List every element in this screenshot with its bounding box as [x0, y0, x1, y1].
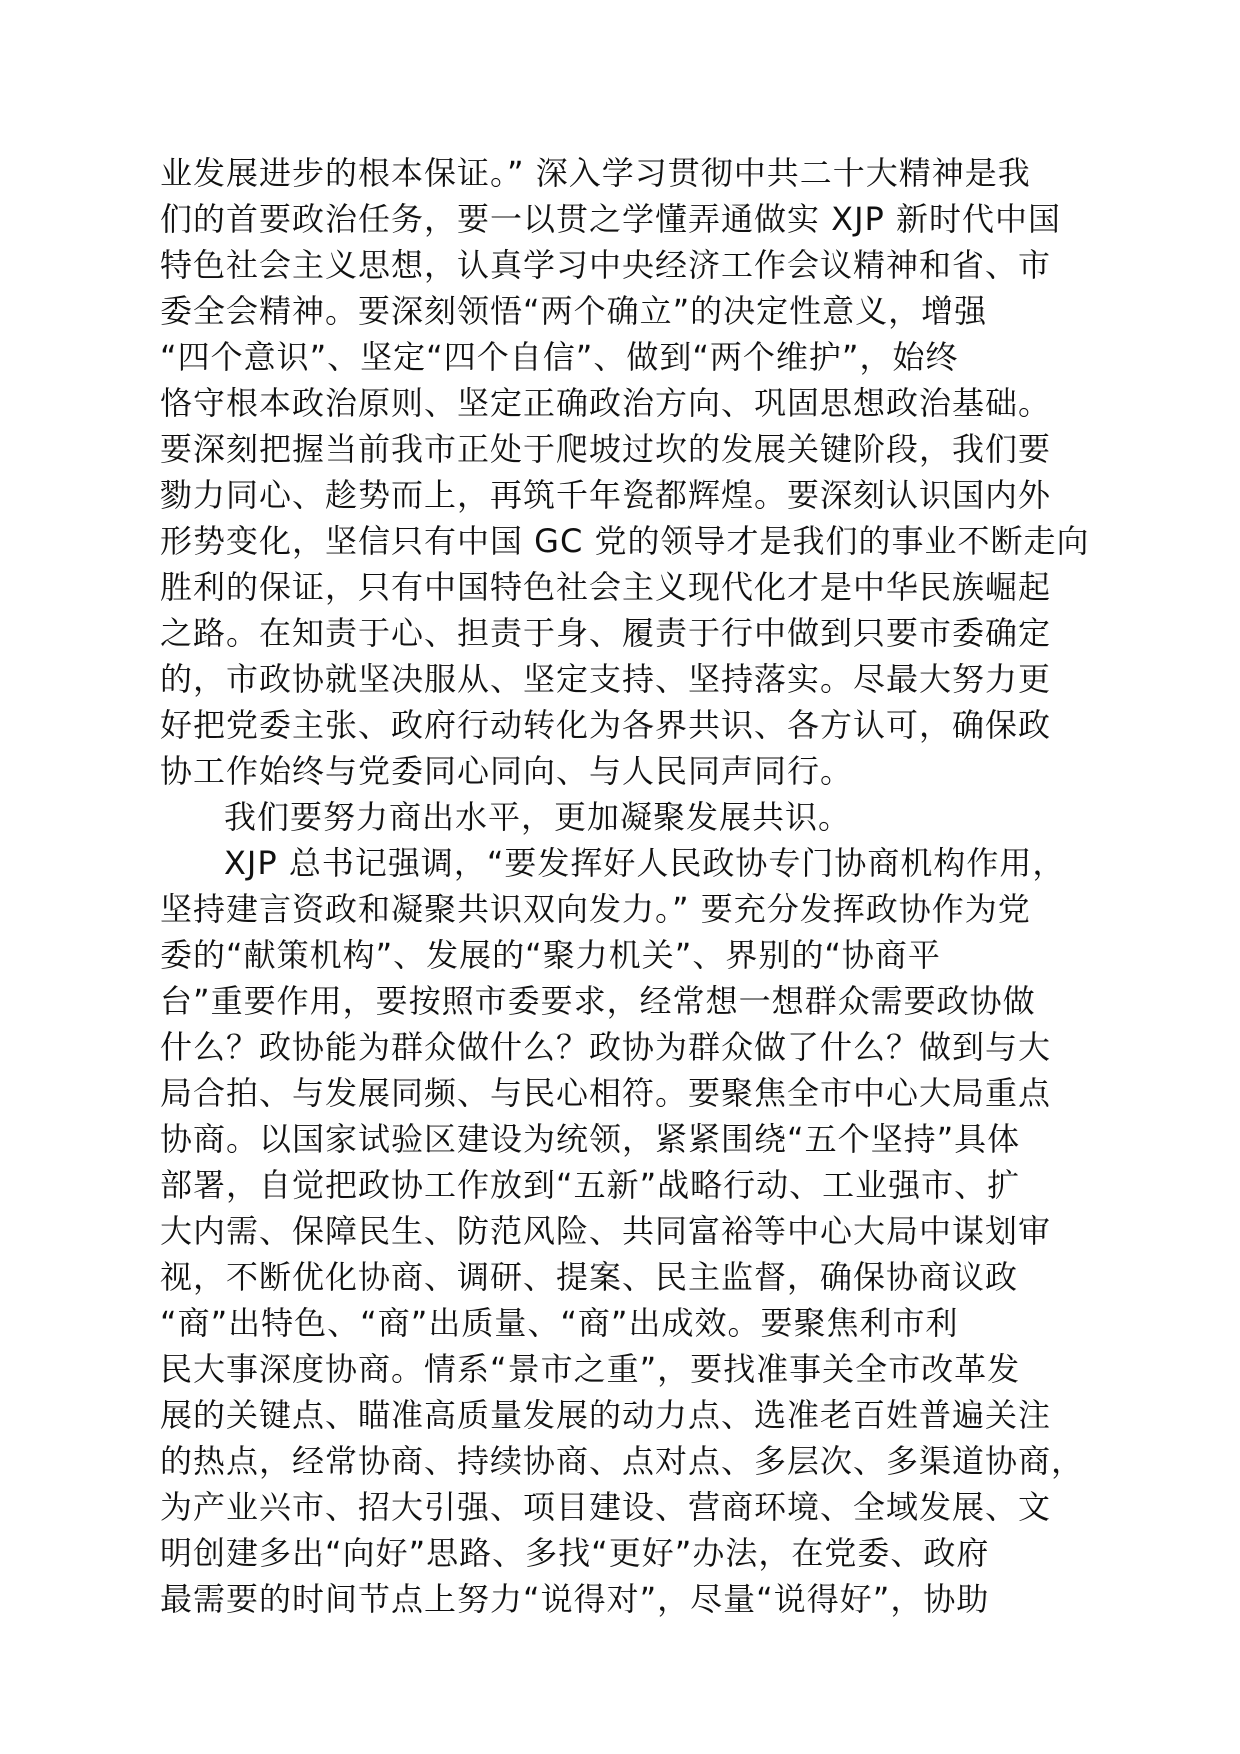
- text-line: 为产业兴市、招大引强、项目建设、营商环境、全域发展、文: [160, 1488, 1052, 1526]
- text-line: 部署，自觉把政协工作放到“五新”战略行动、工业强市、扩: [160, 1166, 1021, 1204]
- text-line: 最需要的时间节点上努力“说得对”，尽量“说得好”，协助: [160, 1580, 990, 1618]
- text-line: 委的“献策机构”、发展的“聚力机关”、界别的“协商平: [160, 936, 941, 974]
- text-line: 民大事深度协商。情系“景市之重”，要找准事关全市改革发: [160, 1350, 1021, 1388]
- text-line: 的，市政协就坚决服从、坚定支持、坚持落实。尽最大努力更: [160, 660, 1052, 698]
- text-line: 协工作始终与党委同心同向、与人民同声同行。: [160, 752, 854, 790]
- text-line: XJP 总书记强调，“要发挥好人民政协专门协商机构作用，: [224, 844, 1066, 882]
- text-line: 视，不断优化协商、调研、提案、民主监督，确保协商议政: [160, 1258, 1019, 1296]
- text-line: 台”重要作用，要按照市委要求，经常想一想群众需要政协做: [160, 982, 1036, 1020]
- text-line: 展的关键点、瞄准高质量发展的动力点、选准老百姓普遍关注: [160, 1396, 1052, 1434]
- text-line: 要深刻把握当前我市正处于爬坡过坎的发展关键阶段，我们要: [160, 430, 1052, 468]
- text-line: 恪守根本政治原则、坚定正确政治方向、巩固思想政治基础。: [160, 384, 1052, 422]
- text-line: 业发展进步的根本保证。” 深入学习贯彻中共二十大精神是我: [160, 154, 1031, 192]
- text-line: “四个意识”、坚定“四个自信”、做到“两个维护”，始终: [160, 338, 959, 376]
- text-line: 什么？政协能为群众做什么？政协为群众做了什么？做到与大: [160, 1028, 1052, 1066]
- text-line: 好把党委主张、政府行动转化为各界共识、各方认可，确保政: [160, 706, 1052, 744]
- text-line: 形势变化，坚信只有中国 GC 党的领导才是我们的事业不断走向: [160, 522, 1090, 560]
- text-line: “商”出特色、“商”出质量、“商”出成效。要聚焦利市利: [160, 1304, 959, 1342]
- text-line: 委全会精神。要深刻领悟“两个确立”的决定性意义，增强: [160, 292, 988, 330]
- text-line: 们的首要政治任务，要一以贯之学懂弄通做实 XJP 新时代中国: [160, 200, 1062, 238]
- text-line: 胜利的保证，只有中国特色社会主义现代化才是中华民族崛起: [160, 568, 1052, 606]
- text-line: 之路。在知责于心、担责于身、履责于行中做到只要市委确定: [160, 614, 1052, 652]
- text-line: 坚持建言资政和凝聚共识双向发力。” 要充分发挥政协作为党: [160, 890, 1031, 928]
- body-text: [160, 150, 1120, 1622]
- text-line: 明创建多出“向好”思路、多找“更好”办法，在党委、政府: [160, 1534, 990, 1572]
- text-line: 特色社会主义思想，认真学习中央经济工作会议精神和省、市: [160, 246, 1052, 284]
- section-heading: 我们要努力商出水平，更加凝聚发展共识。: [224, 798, 852, 836]
- text-line: 勠力同心、趁势而上，再筑千年瓷都辉煌。要深刻认识国内外: [160, 476, 1052, 514]
- text-line: 协商。以国家试验区建设为统领，紧紧围绕“五个坚持”具体: [160, 1120, 1021, 1158]
- text-line: 大内需、保障民生、防范风险、共同富裕等中心大局中谋划审: [160, 1212, 1052, 1250]
- text-line: 局合拍、与发展同频、与民心相符。要聚焦全市中心大局重点: [160, 1074, 1052, 1112]
- text-line: 的热点，经常协商、持续协商、点对点、多层次、多渠道协商，: [160, 1442, 1085, 1480]
